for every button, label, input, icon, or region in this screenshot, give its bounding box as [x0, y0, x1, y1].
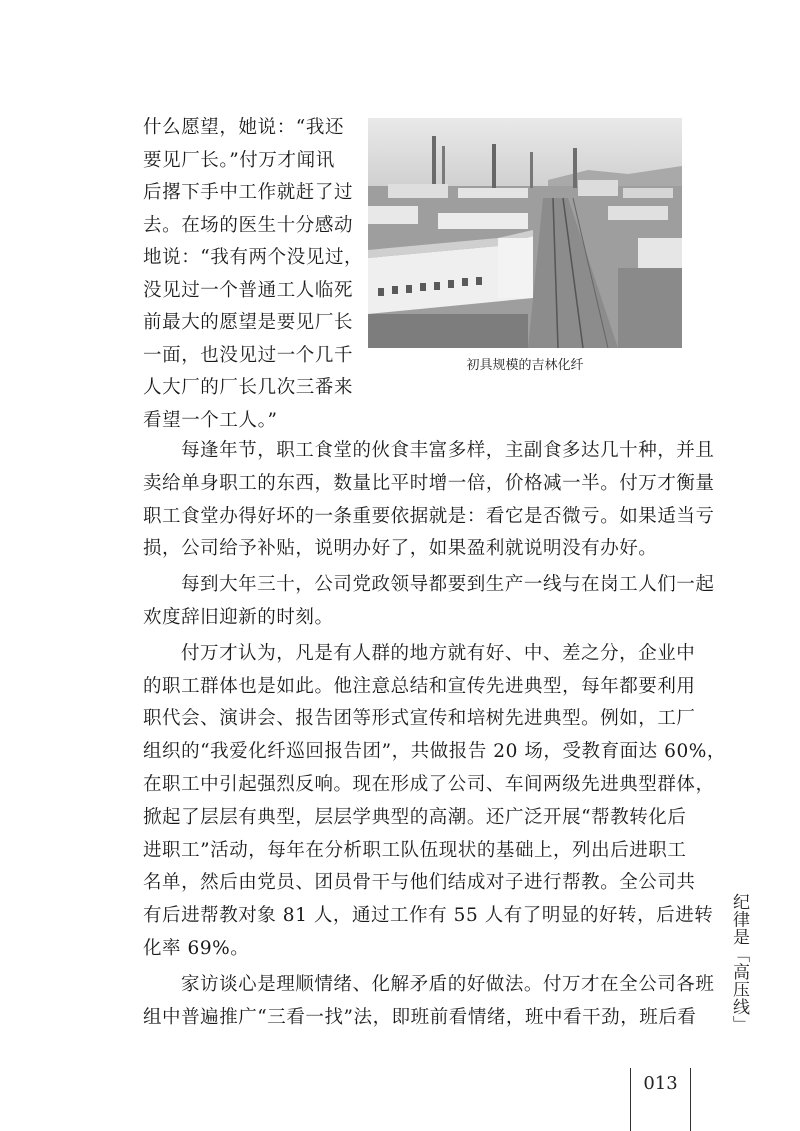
text-line: 人大厂的厂长几次三番来 [143, 377, 354, 398]
paragraph [143, 638, 726, 966]
text-line: 什么愿望，她说：“我还 [143, 117, 345, 138]
text-line: 在职工中引起强烈反响。现在形成了公司、车间两级先进典型群体， [143, 773, 715, 795]
text-line: 一面，也没见过一个几千 [143, 344, 354, 366]
text-line: 每逢年节，职工食堂的伙食丰富多样，主副食多达几十种，并且 [181, 440, 715, 461]
paragraph [143, 569, 715, 635]
text-line: 损，公司给予补贴，说明办好了，如果盈利就说明没有办好。 [143, 538, 658, 560]
text-line: 职工食堂办得好坏的一条重要依据就是：看它是否微亏。如果适当亏 [143, 505, 715, 527]
text-line: 前最大的愿望是要见厂长 [143, 312, 354, 333]
text-line: 后撂下手中工作就赶了过 [143, 182, 354, 203]
text-line: 地说：“我有两个没见过， [143, 247, 364, 268]
text-line: 职代会、演讲会、报告团等形式宣传和培树先进典型。例如，工厂 [143, 708, 696, 730]
text-line: 没见过一个普通工人临死 [143, 279, 354, 301]
text-line: 的职工群体也是如此。他注意总结和宣传先进典型，每年都要利用 [143, 675, 696, 697]
chapter-side-tab: 纪律是「高压线」 [729, 893, 749, 1033]
page-number-divider [690, 1068, 691, 1131]
text-line: 看望一个工人。” [143, 409, 278, 431]
text-line: 每到大年三十，公司党政领导都要到生产一线与在岗工人们一起 [181, 574, 715, 596]
text-line: 掀起了层层有典型，层层学典型的高潮。还广泛开展“帮教转化后 [143, 806, 687, 828]
text-line: 组织的“我爱化纤巡回报告团”，共做报告 20 场，受教育面达 60%， [143, 741, 726, 763]
text-line: 化率 69%。 [143, 937, 250, 959]
text-line: 组中普遍推广“三看一找”法，即班前看情绪，班中看干劲，班后看 [143, 1006, 697, 1028]
text-line: 去。在场的医生十分感动 [143, 214, 354, 236]
text-line: 卖给单身职工的东西，数量比平时增一倍，价格减一半。付万才衡量 [143, 472, 715, 494]
text-line: 进职工”活动，每年在分析职工队伍现状的基础上，列出后进职工 [143, 839, 687, 861]
paragraph [143, 435, 715, 566]
text-line: 付万才认为，凡是有人群的地方就有好、中、差之分，企业中 [181, 642, 696, 664]
text-line: 家访谈心是理顺情绪、化解矛盾的好做法。付万才在全公司各班 [181, 973, 715, 995]
text-line: 有后进帮教对象 81 人，通过工作有 55 人有了明显的好转，后进转 [143, 905, 714, 927]
page-number: 013 [643, 1073, 678, 1094]
text-line: 欢度辞旧迎新的时刻。 [143, 606, 334, 628]
paragraph [143, 969, 715, 1035]
wrapped-text-column [143, 112, 364, 437]
text-line: 名单，然后由党员、团员骨干与他们结成对子进行帮教。全公司共 [143, 872, 696, 894]
text-line: 要见厂长。”付万才闻讯 [143, 149, 335, 171]
photo-caption: 初具规模的吉林化纤 [466, 358, 584, 373]
body-text [143, 435, 726, 1037]
factory-photo [368, 118, 682, 348]
